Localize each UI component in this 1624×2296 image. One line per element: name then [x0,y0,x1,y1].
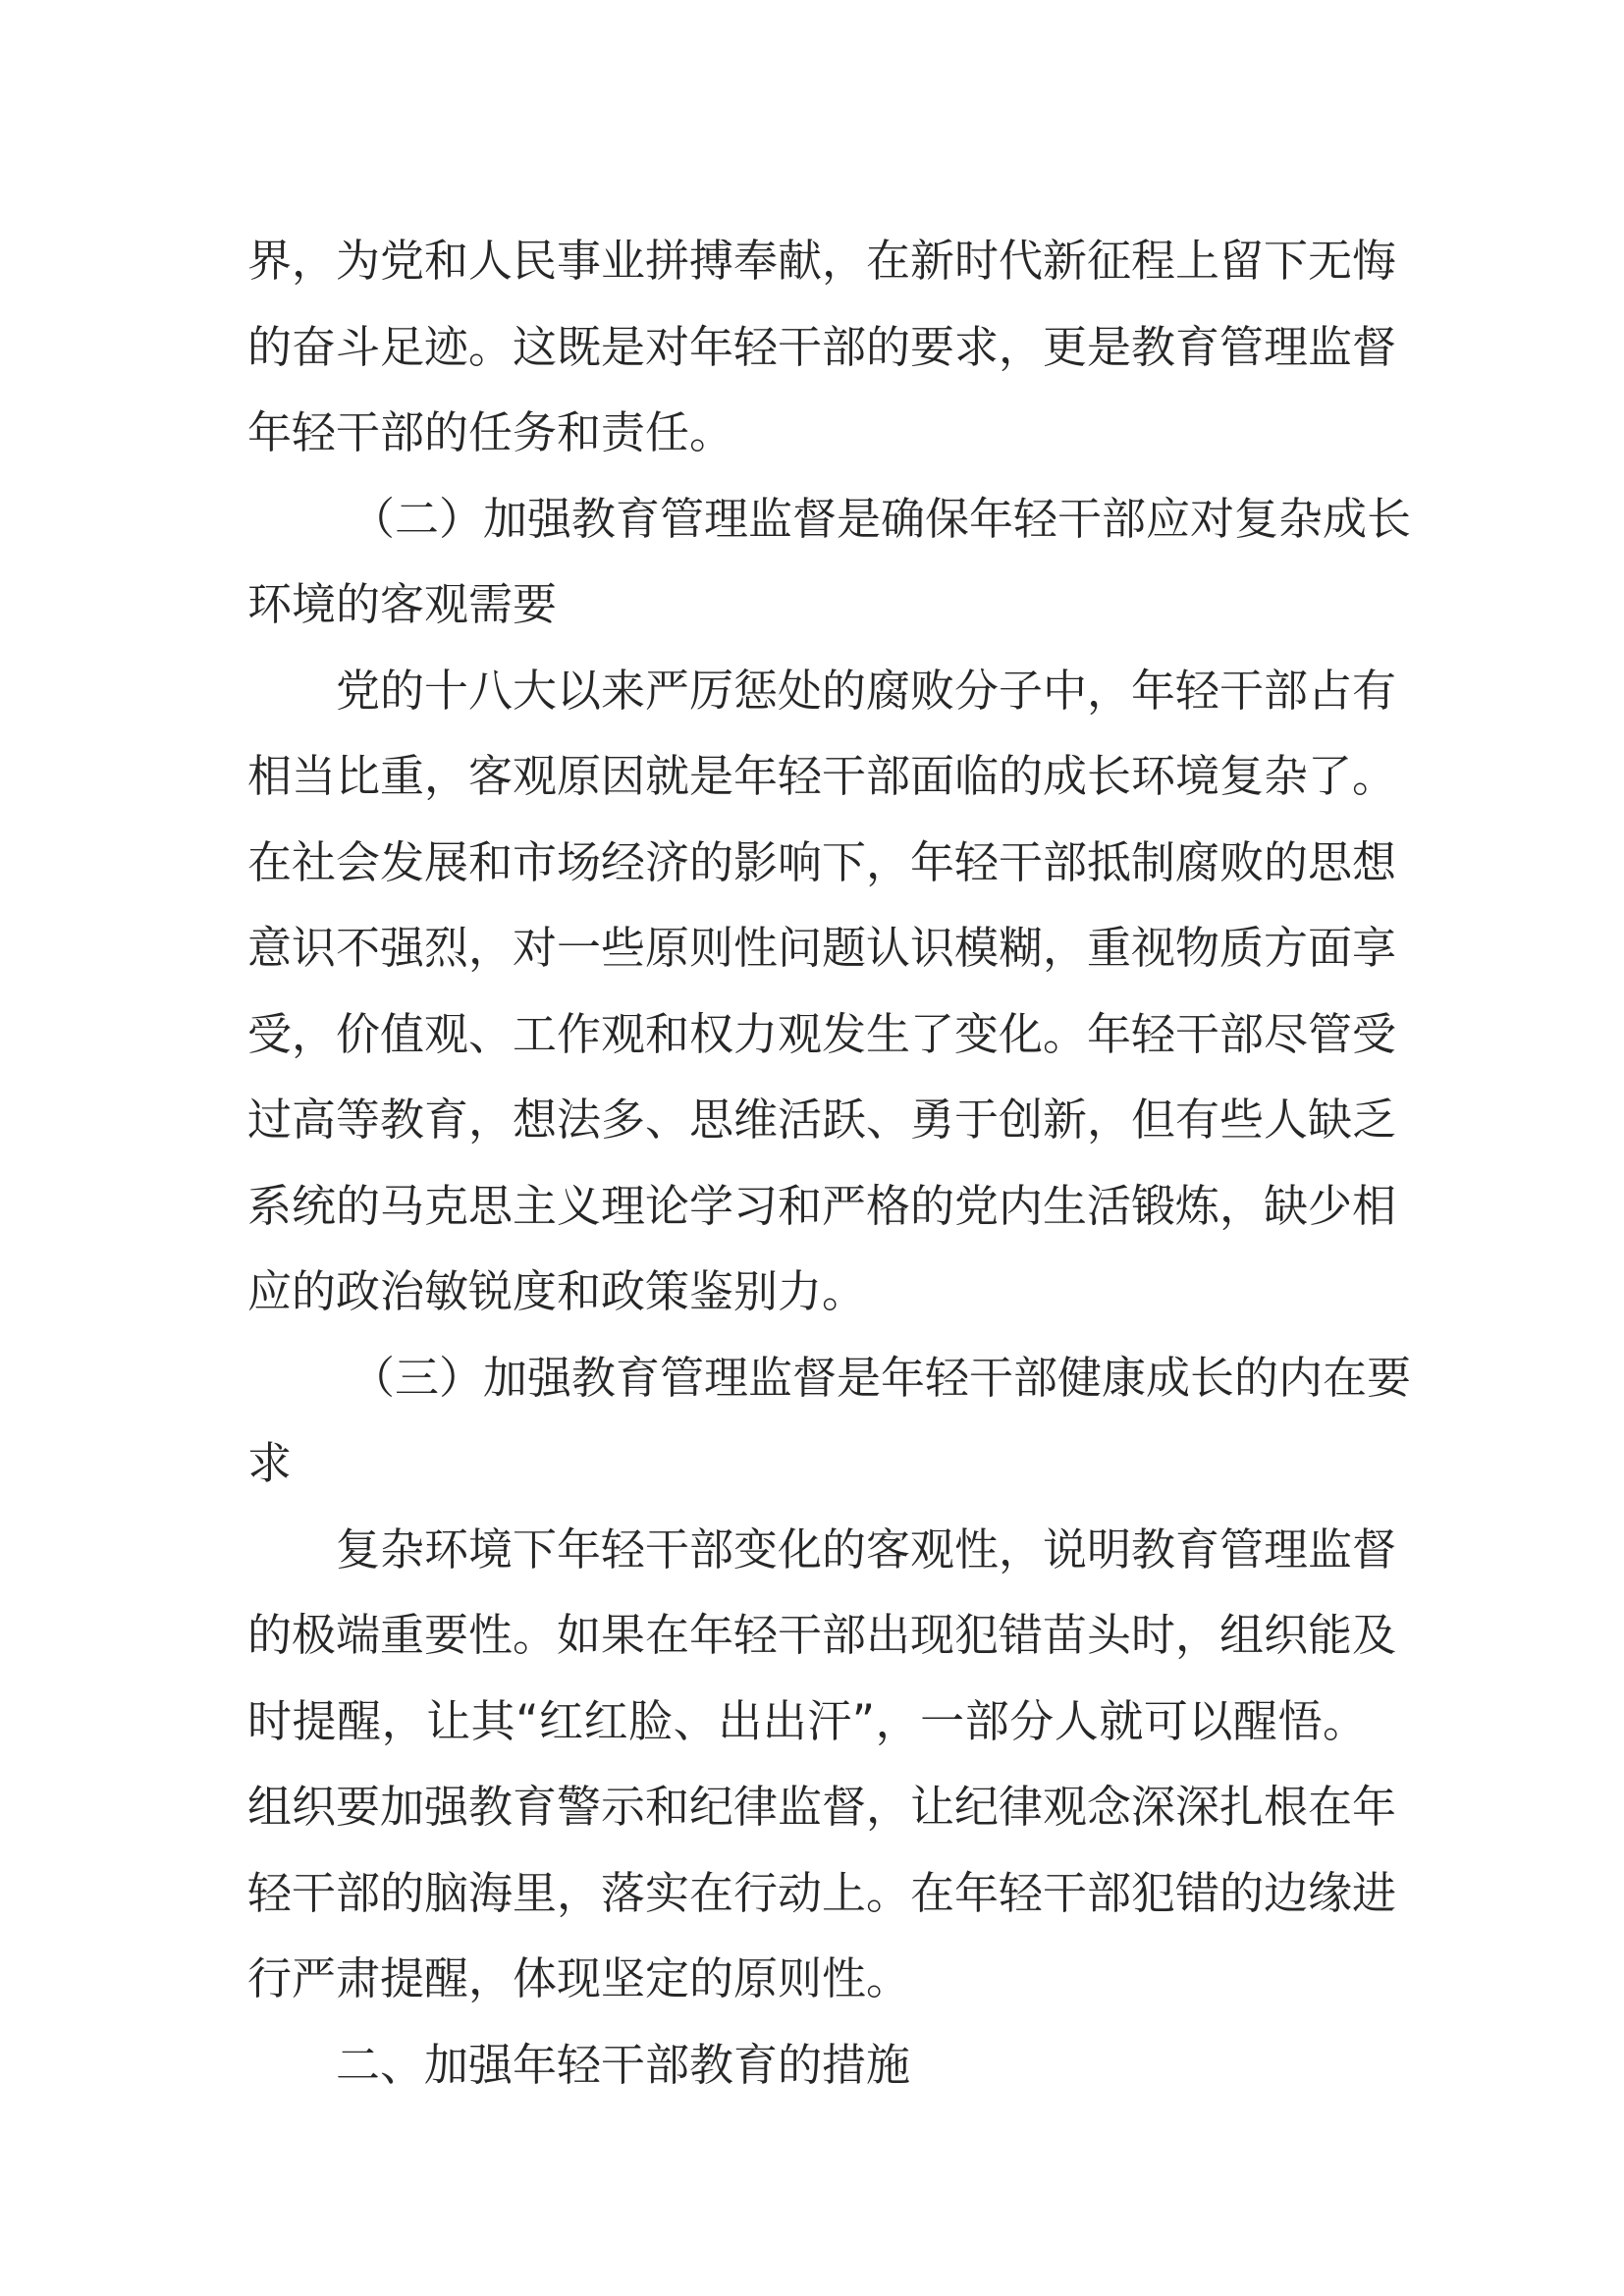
heading-line: 求 [247,1437,293,1489]
text-line: 应的政治敏锐度和政策鉴别力。 [247,1265,867,1317]
heading-line: （二）加强教育管理监督是确保年轻干部应对复杂成长 [351,492,1412,545]
subheading-three [247,1335,1412,1507]
section-heading-line: 二、加强年轻干部教育的措施 [336,2038,911,2091]
heading-line: （三）加强教育管理监督是年轻干部健康成长的内在要 [351,1351,1412,1404]
text-line: 过高等教育，想法多、思维活跃、勇于创新，但有些人缺乏 [247,1094,1397,1146]
text-line: 界，为党和人民事业拼搏奉献，在新时代新征程上留下无悔 [247,235,1397,287]
paragraph-supervision-importance [247,1507,1397,2022]
section-heading-measures [247,2022,1367,2109]
paragraph-corruption-context [247,648,1397,1335]
text-line: 组织要加强教育警示和纪律监督，让纪律观念深深扎根在年 [247,1781,1397,1833]
text-line: 复杂环境下年轻干部变化的客观性，说明教育管理监督 [336,1522,1397,1575]
text-line: 受，价值观、工作观和权力观发生了变化。年轻干部尽管受 [247,1007,1397,1060]
subheading-two [247,476,1412,648]
text-line: 在社会发展和市场经济的影响下，年轻干部抵制腐败的思想 [247,835,1397,888]
text-line: 相当比重，客观原因就是年轻干部面临的成长环境复杂了。 [247,750,1397,802]
text-line: 轻干部的脑海里，落实在行动上。在年轻干部犯错的边缘进 [247,1866,1397,1919]
document-body [247,218,1412,2108]
text-line: 行严肃提醒，体现坚定的原则性。 [247,1952,911,2004]
heading-line: 环境的客观需要 [247,578,558,630]
text-line: 时提醒，让其“红红脸、出出汗”，一部分人就可以醒悟。 [247,1694,1367,1747]
text-line: 意识不强烈，对一些原则性问题认识模糊，重视物质方面享 [247,922,1397,974]
text-line: 的极端重要性。如果在年轻干部出现犯错苗头时，组织能及 [247,1609,1397,1661]
text-line: 系统的马克思主义理论学习和严格的党内生活锻炼，缺少相 [247,1179,1397,1232]
text-line: 年轻干部的任务和责任。 [247,406,734,458]
paragraph-continuation [247,218,1397,476]
text-line: 的奋斗足迹。这既是对年轻干部的要求，更是教育管理监督 [247,320,1397,373]
text-line: 党的十八大以来严厉惩处的腐败分子中，年轻干部占有 [336,664,1397,717]
